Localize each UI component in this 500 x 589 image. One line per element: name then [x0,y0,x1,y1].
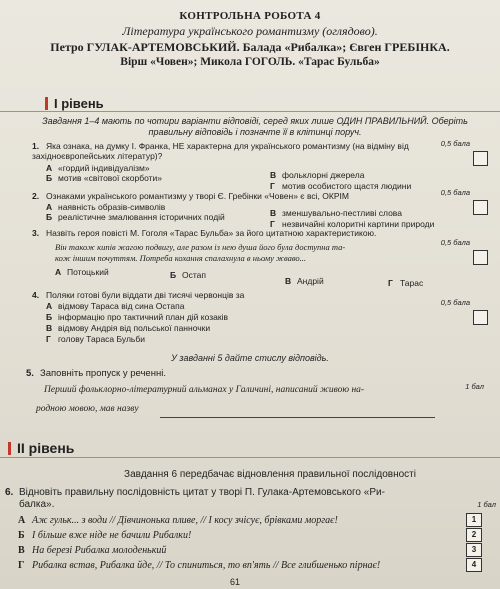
page-number: 61 [230,577,241,587]
sequence-box-3[interactable]: 3 [466,543,482,557]
level-1-heading [45,96,104,111]
sequence-box-1[interactable]: 1 [466,513,482,527]
q6-option-a: А Аж гульк... з води // Дівчинонька пливе, // І косу зчісує, брівками моргає! [18,515,338,526]
q6-option-c: В На березі Рибалка молоденький [18,545,167,556]
answer-box-4[interactable] [473,310,488,325]
question-3-score: 0,5 бала [440,238,470,247]
level-marker [8,442,11,455]
q1-option-c[interactable]: В фольклорні джерела [270,170,365,180]
sequence-box-4[interactable]: 4 [466,558,482,572]
q1-option-b[interactable]: Б мотив «світової скорботи» [46,173,162,183]
test-works-line: Вірш «Човен»; Микола ГОГОЛЬ. «Тарас Бульба» [120,56,380,68]
q6-option-b: Б І більше вже ніде не бачили Рибалки! [18,530,192,541]
answer-box-2[interactable] [473,200,488,215]
q4-option-b[interactable]: Б інформацію про тактичний план дій козаків [46,312,228,322]
question-5-score: 1 бал [465,382,484,391]
test-authors-line: Петро ГУЛАК-АРТЕМОВСЬКИЙ. Балада «Рибалка»; Євген ГРЕБІНКА. [50,40,450,54]
q2-option-d[interactable]: Г незвичайні колоритні картини природи [270,219,435,229]
q2-option-b[interactable]: Б реалістичне змалювання історичних подій [46,212,225,222]
header [0,0,500,68]
q5-answer-line[interactable] [160,417,435,418]
test-title: КОНТРОЛЬНА РОБОТА 4 [179,10,321,22]
level-1-label: І рівень [54,96,104,111]
q3-option-b[interactable]: Б Остап [170,270,206,280]
question-2: 2. Ознаками українського романтизму у творі Є. Гребінки «Човен» є всі, ОКРІМ [32,191,349,201]
q6-option-d: Г Рибалка встав, Рибалка йде, // То спиниться, то вп'ять // Все глибшенько пірнає! [18,560,381,571]
q3-option-a[interactable]: А Потоцький [55,267,109,277]
q2-option-c[interactable]: В зменшувально-пестливі слова [270,208,402,218]
q1-option-d[interactable]: Г мотив особистого щастя людини [270,181,412,191]
q2-option-a[interactable]: А наявність образів-символів [46,202,166,212]
question-4: 4. Поляки готові були віддати дві тисячі червонців за [32,290,245,300]
level-2-heading [8,440,74,456]
question-6: 6. Відновіть правильну послідовність цитат у творі П. Гулака-Артемовського «Ри- балка». [5,487,385,510]
question-1: 1. Яка ознака, на думку І. Франка, НЕ характерна для українського романтизму (на відміну від західноєвропейських літератур)? [32,141,409,161]
q4-option-a[interactable]: А відмову Тараса від сина Остапа [46,301,185,311]
level-2-divider [0,457,500,458]
q3-option-c[interactable]: В Андрій [285,276,324,286]
level-1-instruction: Завдання 1–4 мають по чотири варіанти відповіді, серед яких лише ОДИН ПРАВИЛЬНИЙ. Оберіть правильну відповідь і позначте її в клітинці поруч. [42,116,468,137]
sequence-box-2[interactable]: 2 [466,528,482,542]
q5-sentence-line-1: Перший фольклорно-літературний альманах у Галичині, написаний живою на- [44,385,365,395]
answer-box-3[interactable] [473,250,488,265]
answer-box-1[interactable] [473,151,488,166]
question-5: 5. Заповніть пропуск у реченні. [26,368,166,379]
q3-quote-line-2: кож іншим почуттям. Потреба кохання спалахнула в ньому жваво... [55,253,307,263]
question-2-score: 0,5 бала [440,188,470,197]
q3-quote-line-1: Він також кипів жагою подвигу, але разом із нею душа його була доступна та- [55,242,346,252]
q4-option-d[interactable]: Г голову Тараса Бульби [46,334,145,344]
q1-option-a[interactable]: А «гордий індивідуалізм» [46,163,150,173]
q3-option-d[interactable]: Г Тарас [388,278,424,288]
question-6-score: 1 бал [477,500,496,509]
question-4-score: 0,5 бала [440,298,470,307]
level-2-label: ІІ рівень [17,440,75,456]
level-2-instruction: Завдання 6 передбачає відновлення правильної послідовності [124,469,416,480]
test-subtitle: Література українського романтизму (оглядово). [122,24,378,38]
q4-option-c[interactable]: В відмову Андрія від польської панночки [46,323,211,333]
level-1-divider [0,111,500,112]
q5-instruction: У завданні 5 дайте стислу відповідь. [171,353,329,363]
question-1-score: 0,5 бала [440,139,470,148]
level-marker [45,97,48,110]
question-3: 3. Назвіть героя повісті М. Гоголя «Тарас Бульба» за його цитатною характеристикою. [32,228,377,238]
q5-sentence-line-2: родною мовою, мав назву [36,404,139,414]
